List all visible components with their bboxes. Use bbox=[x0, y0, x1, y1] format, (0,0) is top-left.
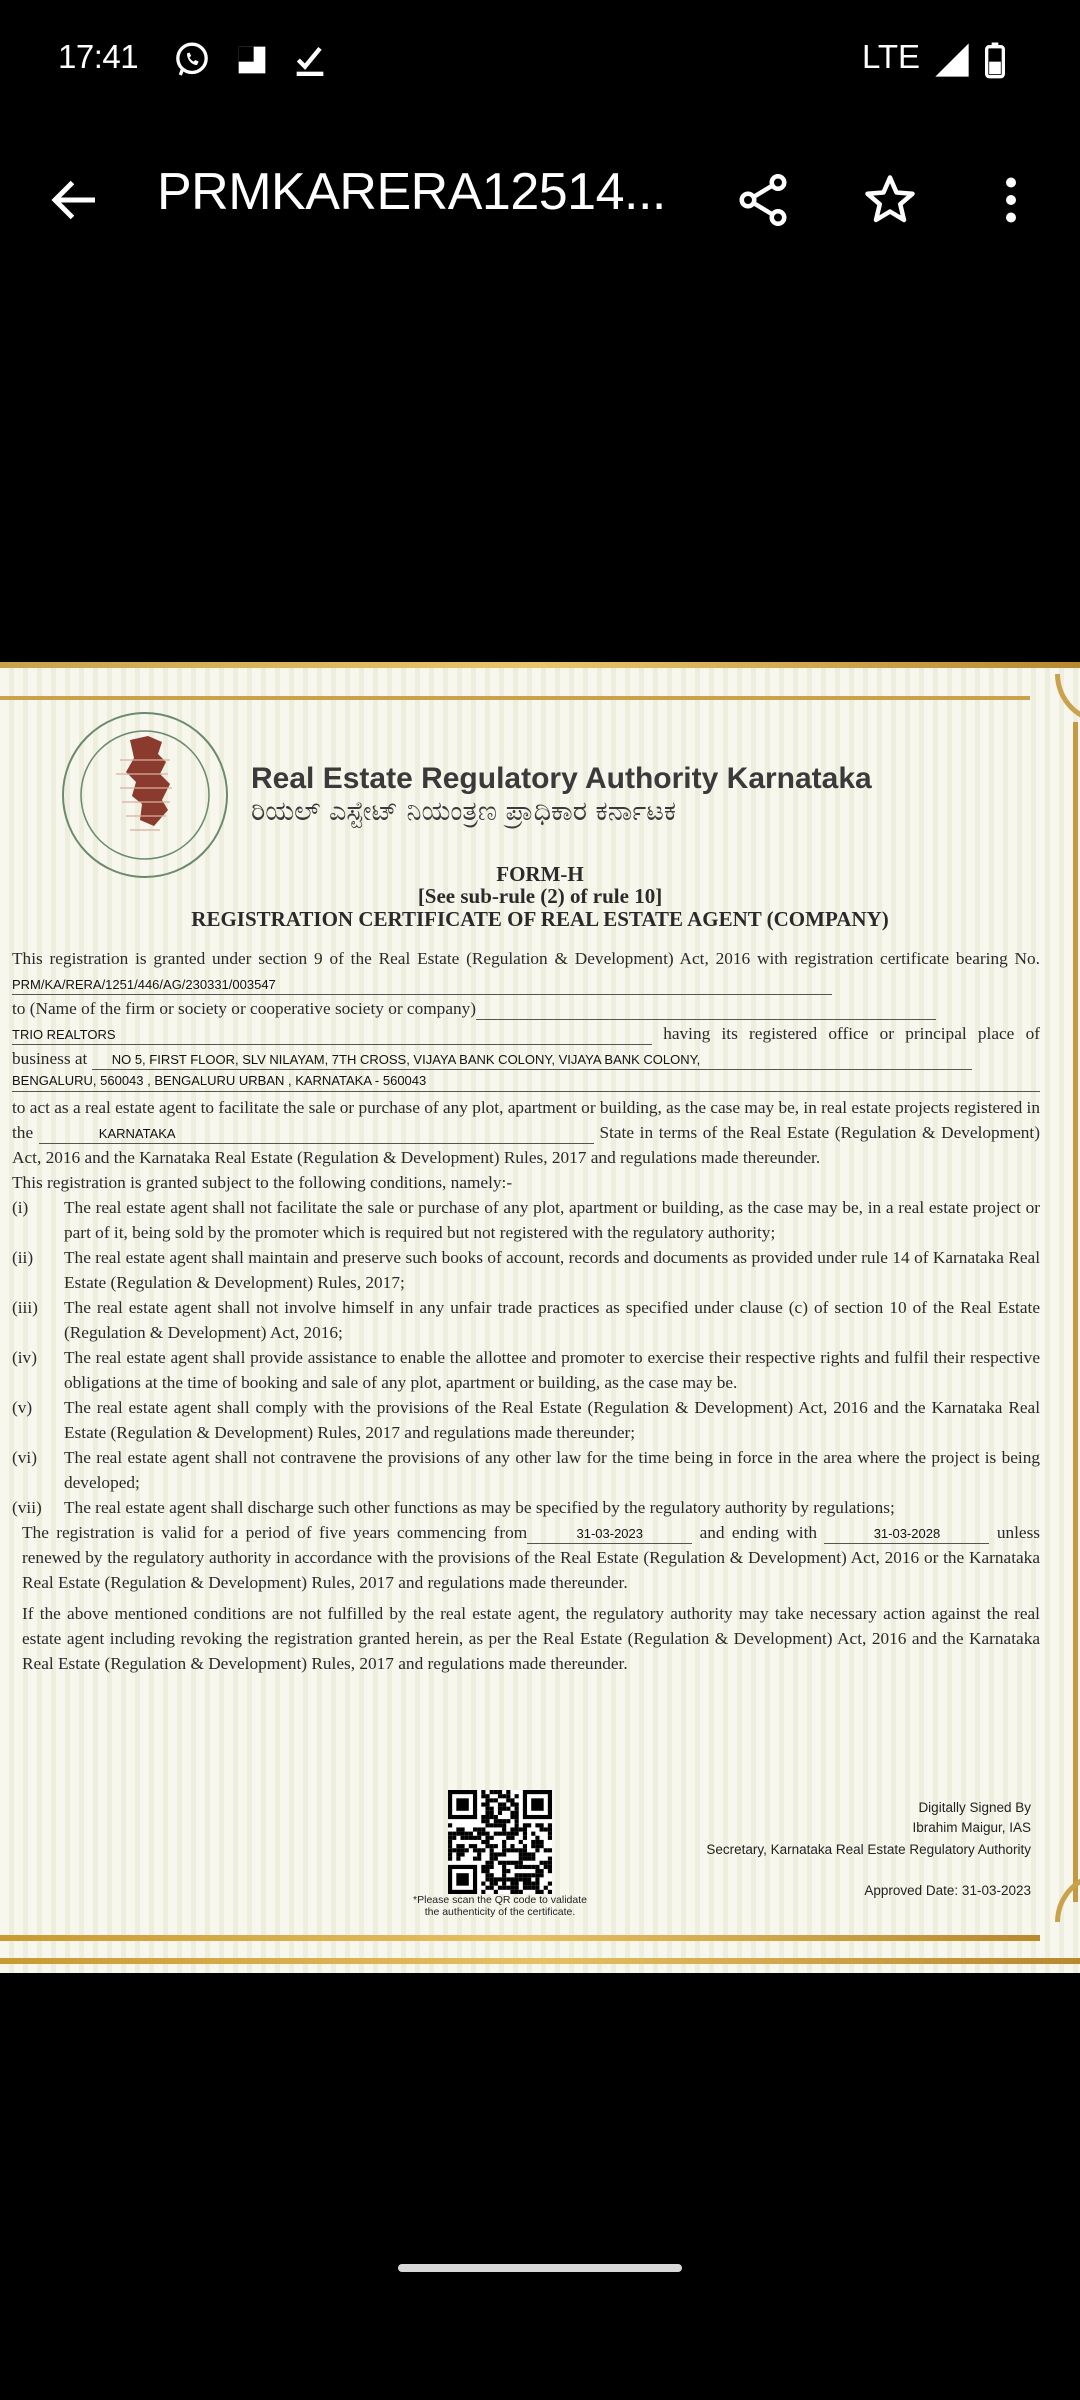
condition-number: (vii) bbox=[12, 1498, 42, 1517]
condition-number: (iii) bbox=[12, 1298, 38, 1317]
qr-caption-line-2: the authenticity of the certificate. bbox=[424, 1906, 576, 1918]
condition-item bbox=[12, 1345, 1040, 1395]
condition-text: The real estate agent shall discharge such other functions as may be specified by the regulatory authority by regulations; bbox=[64, 1498, 895, 1517]
back-arrow-icon[interactable] bbox=[45, 170, 105, 230]
valid-from-date: 31-03-2023 bbox=[527, 1525, 692, 1544]
document-title: PRMKARERA12514... bbox=[157, 163, 666, 221]
purpose-text: to act as a real estate agent to facilitate the sale or purchase of any plot, apartment or building, as the case may be, in real estate projects registered in the bbox=[12, 1098, 1040, 1142]
validation-qr-code[interactable] bbox=[448, 1790, 552, 1894]
border-corner bbox=[1055, 674, 1080, 724]
home-gesture-bar[interactable] bbox=[398, 2264, 682, 2272]
certificate-body bbox=[12, 946, 1040, 1676]
subrule-label: [See sub-rule (2) of rule 10] bbox=[417, 884, 663, 908]
whatsapp-icon bbox=[172, 40, 212, 80]
condition-number: (i) bbox=[12, 1198, 29, 1217]
screenshot-icon bbox=[232, 40, 272, 80]
condition-number: (v) bbox=[12, 1398, 33, 1417]
border-bottom-outer bbox=[0, 1958, 1080, 1964]
certificate-page[interactable] bbox=[0, 662, 1080, 1973]
condition-text: The real estate agent shall provide assistance to enable the allottee and promoter to exercise their respective rights and fulfil their respective obligations at the time of booking and sale of any plot, apartment or building, as the case may be. bbox=[64, 1348, 1040, 1392]
more-vert-icon[interactable] bbox=[981, 170, 1041, 230]
condition-text: The real estate agent shall not facilitate the sale or purchase of any plot, apartment or building, as the case may be, in a real estate project or part of it, being sold by the promoter which is required but not registered with the regulatory authority; bbox=[64, 1198, 1040, 1242]
network-type: LTE bbox=[862, 38, 921, 75]
condition-text: The real estate agent shall comply with the provisions of the Real Estate (Regulation & Development) Act, 2016 and the Karnataka Real Estate (Regulation & Development) Rules, 2017 and regulations made thereunder; bbox=[64, 1398, 1040, 1442]
validity-text-2: and ending with bbox=[699, 1523, 818, 1542]
condition-text: The real estate agent shall maintain and preserve such books of account, records and documents as provided under rule 14 of Karnataka Real Estate (Regulation & Development) Rules, 2017; bbox=[64, 1248, 1040, 1292]
validity-text: The registration is valid for a period of five years commencing from bbox=[22, 1523, 528, 1542]
state-value: KARNATAKA bbox=[39, 1125, 594, 1144]
border-corner bbox=[1055, 1872, 1080, 1922]
condition-text: The real estate agent shall not involve himself in any unfair trade practices as specified under clause (c) of section 10 of the Real Estate (Regulation & Development) Act, 2016; bbox=[64, 1298, 1040, 1342]
firm-label: to (Name of the firm or society or cooperative society or company) bbox=[12, 999, 477, 1018]
border-bottom-inner bbox=[0, 1935, 1040, 1941]
certificate-title: REGISTRATION CERTIFICATE OF REAL ESTATE AGENT (COMPANY) bbox=[191, 907, 889, 931]
border-top bbox=[0, 662, 1080, 668]
validity-text-3: unless renewed by the regulatory authority in accordance with the provisions of the Real Estate (Regulation & Development) Act, 2016 or the Karnataka Real Estate (Regulation & Development) Rules, 2017 and regulations made thereunder. bbox=[22, 1523, 1041, 1592]
form-label: FORM-H bbox=[496, 862, 584, 886]
address-line-1: NO 5, FIRST FLOOR, SLV NILAYAM, 7TH CROSS, VIJAYA BANK COLONY, VIJAYA BANK COLONY, bbox=[92, 1051, 972, 1070]
battery-icon bbox=[975, 40, 1015, 80]
authority-name-kn: ರಿಯಲ್ ಎಸ್ಟೇಟ್ ನಿಯಂತ್ರಣ ಪ್ರಾಧಿಕಾರ ಕರ್ನಾಟಕ bbox=[251, 796, 677, 827]
signal-icon bbox=[932, 40, 972, 80]
status-time: 17:41 bbox=[58, 38, 139, 75]
condition-item bbox=[12, 1295, 1040, 1345]
status-bar bbox=[0, 0, 1080, 120]
condition-text: The real estate agent shall not contravene the provisions of any other law for the time being in force in the area where the project is being developed; bbox=[64, 1448, 1040, 1492]
firm-name: TRIO REALTORS bbox=[12, 1026, 652, 1045]
approved-date: Approved Date: 31-03-2023 bbox=[864, 1883, 1031, 1898]
star-icon[interactable] bbox=[860, 170, 920, 230]
signed-by-label: Digitally Signed By bbox=[918, 1800, 1031, 1815]
rera-karnataka-seal-logo bbox=[60, 710, 230, 880]
condition-item bbox=[12, 1395, 1040, 1445]
condition-number: (iv) bbox=[12, 1348, 37, 1367]
purpose-text-2: State in terms of the Real Estate (Regulation & Development) Act, 2016 and the Karnataka Real Estate (Regulation & Development) Rules, 2017 and regulations made thereunder. bbox=[12, 1123, 1040, 1167]
download-done-icon bbox=[290, 40, 330, 80]
condition-item bbox=[12, 1195, 1040, 1245]
condition-item bbox=[12, 1495, 1040, 1520]
border-inner-top bbox=[0, 696, 1030, 700]
qr-caption-line-1: *Please scan the QR code to validate bbox=[413, 1894, 587, 1906]
share-icon[interactable] bbox=[733, 170, 793, 230]
condition-item bbox=[12, 1445, 1040, 1495]
authority-name-en: Real Estate Regulatory Authority Karnataka bbox=[251, 762, 872, 795]
revocation-text: If the above mentioned conditions are not fulfilled by the real estate agent, the regulatory authority may take necessary action against the real estate agent including revoking the registration granted herein, as per the Real Estate (Regulation & Development) Act, 2016 and the Karnataka Real Estate (Regulation & Development) Rules, 2017 and regulations made thereunder. bbox=[22, 1604, 1040, 1673]
signatory-name: Ibrahim Maigur, IAS bbox=[912, 1820, 1031, 1835]
address-line-2: BENGALURU, 560043 , BENGALURU URBAN , KARNATAKA - 560043 bbox=[12, 1071, 1040, 1092]
registration-number: PRM/KA/RERA/1251/446/AG/230331/003547 bbox=[12, 976, 832, 995]
qr-caption bbox=[380, 1894, 620, 1918]
conditions-intro: This registration is granted subject to the following conditions, namely:- bbox=[12, 1173, 513, 1192]
valid-to-date: 31-03-2028 bbox=[824, 1525, 989, 1544]
condition-item bbox=[12, 1245, 1040, 1295]
signatory-designation: Secretary, Karnataka Real Estate Regulatory Authority bbox=[706, 1842, 1031, 1857]
app-bar bbox=[0, 150, 1080, 250]
office-label: having its registered office or principal place of business at bbox=[12, 1024, 1040, 1068]
condition-number: (ii) bbox=[12, 1248, 34, 1267]
condition-number: (vi) bbox=[12, 1448, 37, 1467]
intro-text: This registration is granted under section 9 of the Real Estate (Regulation & Development) Act, 2016 with registration certificate bearing No. bbox=[12, 949, 1040, 968]
